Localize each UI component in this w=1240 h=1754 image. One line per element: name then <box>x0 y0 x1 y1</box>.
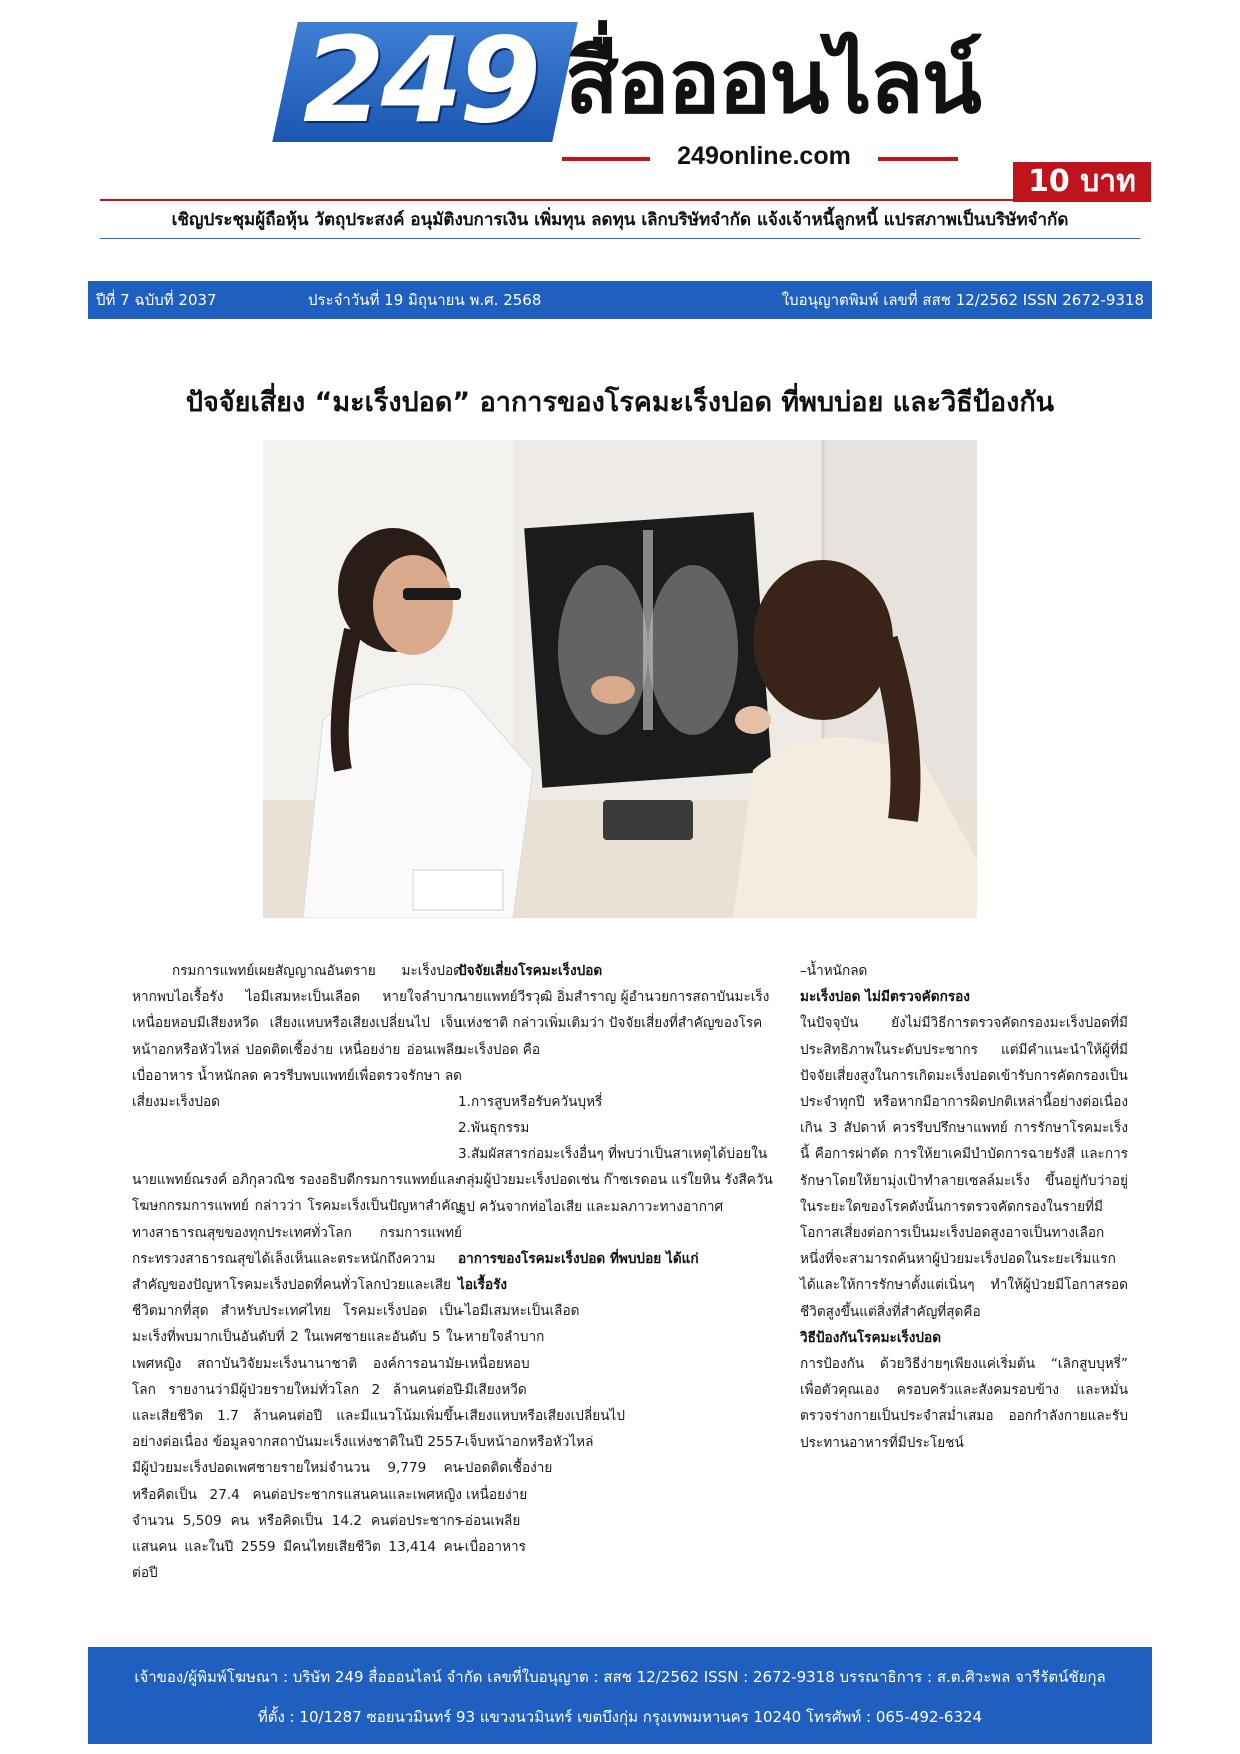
symptom-item: –น้ำหนักลด <box>800 963 868 979</box>
footer-bar <box>88 1647 1152 1744</box>
risk-item: 3.สัมผัสสารก่อมะเร็งอื่นๆ ที่พบว่าเป็นสาเหตุได้บ่อยในกลุ่มผู้ป่วยมะเร็งปอดเช่น ก๊าซเรดอน แร่ใยหิน รังสีควันธูป ควันจากท่อไอเสีย และมลภาวะทางอากาศ <box>458 1146 773 1215</box>
risk-item: 1.การสูบหรือรับควันบุหรี่ <box>458 1093 603 1110</box>
article-paragraph: การป้องกัน ด้วยวิธีง่ายๆเพียงแค่เริ่มต้น “เลิกสูบบุหรี่” เพื่อตัวคุณเอง ครอบครัวและสังคมรอบข้าง และหมั่นตรวจร่างกายเป็นประจำสม่ำเสมอ ออกกำลังกายและรับประทานอาหารที่มีประโยชน์ <box>800 1356 1128 1451</box>
symptom-item: –เบื่ออาหาร <box>458 1539 526 1556</box>
logo-underline-right <box>878 157 958 161</box>
doctor-xray-image <box>263 440 977 918</box>
risk-item: 2.พันธุกรรม <box>458 1120 530 1137</box>
symptom-item: –อ่อนเพลีย <box>458 1512 521 1529</box>
footer-owner-line: เจ้าของ/ผู้พิมพ์โฆษณา : บริษัท 249 สื่อออนไลน์ จำกัด เลขที่ใบอนุญาต : สสช 12/2562 ISSN : 2672-9318 บรรณาธิการ : ส.ต.ศิวะพล จารีรัตน์ชัยกุล <box>134 1668 1106 1686</box>
license-info: ใบอนุญาตพิมพ์ เลขที่ สสช 12/2562 ISSN 2672-9318 <box>781 291 1144 309</box>
divider <box>100 199 1140 201</box>
article-headline: ปัจจัยเสี่ยง “มะเร็งปอด” อาการของโรคมะเร็งปอด ที่พบบ่อย และวิธีป้องกัน <box>185 387 1055 418</box>
topics-line: เชิญประชุมผู้ถือหุ้น วัตถุประสงค์ อนุมัติงบการเงิน เพิ่มทุน ลดทุน เลิกบริษัทจำกัด แจ้งเจ้าหนี้ลูกหนี้ แปรสภาพเป็นบริษัทจำกัด <box>171 210 1069 230</box>
logo-url: 249online.com <box>677 142 851 170</box>
logo-number: 249 <box>302 11 538 149</box>
divider <box>100 238 1140 239</box>
symptom-item: –มีเสียงหวีด <box>458 1381 527 1398</box>
issue-bar <box>88 281 1152 319</box>
section-heading: ปัจจัยเสี่ยงโรคมะเร็งปอด <box>458 963 603 979</box>
footer-address-line: ที่ตั้ง : 10/1287 ซอยนวมินทร์ 93 แขวงนวมินทร์ เขตบึงกุ่ม กรุงเทพมหานคร 10240 โทรศัพท์ : 065-492-6324 <box>257 1708 983 1726</box>
issue-date: ประจำวันที่ 19 มิถุนายน พ.ศ. 2568 <box>308 291 542 309</box>
symptom-item: –หายใจลำบาก <box>458 1329 545 1346</box>
logo-thai-text: สื่อออนไลน์ <box>565 30 980 133</box>
section-heading: อาการของโรคมะเร็งปอด ที่พบบ่อย ได้แก่ <box>458 1250 699 1267</box>
symptom-item: –ไอมีเสมหะเป็นเลือด <box>458 1303 580 1320</box>
issue-number: ปีที่ 7 ฉบับที่ 2037 <box>96 291 217 309</box>
article-column-1 <box>132 958 462 1586</box>
price-badge: 10 บาท <box>1013 162 1151 202</box>
article-column-2 <box>458 958 785 1560</box>
article-paragraph: กรมการแพทย์เผยสัญญาณอันตราย มะเร็งปอด หากพบไอเรื้อรัง ไอมีเสมหะเป็นเลือด หายใจลำบาก เหนื่อยหอบมีเสียงหวีด เสียงแหบหรือเสียงเปลี่ยนไป เจ็บหน้าอกหรือหัวไหล่ ปอดติดเชื้อง่าย เหนื่อยง่าย อ่อนเพลีย เบื่ออาหาร น้ำหนักลด ควรรีบพบแพทย์เพื่อตรวจรักษา ลดเสี่ยงมะเร็งปอด <box>132 963 462 1111</box>
logo-underline-left <box>562 157 650 161</box>
symptom-item: –เสียงแหบหรือเสียงเปลี่ยนไป <box>458 1408 625 1425</box>
symptom-item: เหนื่อยง่าย <box>466 1486 528 1503</box>
article-paragraph: นายแพทย์วีรวุฒิ อิ่มสำราญ ผู้อำนวยการสถาบันมะเร็งแห่งชาติ กล่าวเพิ่มเติมว่า ปัจจัยเสี่ยงที่สำคัญของโรคมะเร็งปอด คือ <box>458 989 770 1058</box>
section-heading: มะเร็งปอด ไม่มีตรวจคัดกรอง <box>800 989 970 1006</box>
article-paragraph: นายแพทย์ณรงค์ อภิกุลวณิช รองอธิบดีกรมการแพทย์และโฆษกกรมการแพทย์ กล่าวว่า โรคมะเร็งเป็นปัญหาสำคัญ ทางสาธารณสุขของทุกประเทศทั่วโลก กรมการแพทย์ กระทรวงสาธารณสุขได้เล็งเห็นและตระหนักถึงความสำคัญของปัญหาโรคมะเร็งปอดที่คนทั่วโลกป่วยและเสียชีวิตมากที่สุด สำหรับประเทศไทย โรคมะเร็งปอด เป็นมะเร็งที่พบมากเป็นอันดับที่ 2 ในเพศชายและอันดับ 5 ในเพศหญิง สถาบันวิจัยมะเร็งนานาชาติ องค์การอนามัยโลก รายงานว่ามีผู้ป่วยรายใหม่ทั่วโลก 2 ล้านคนต่อปี และเสียชีวิต 1.7 ล้านคนต่อปี และมีแนวโน้มเพิ่มขึ้นอย่างต่อเนื่อง ข้อมูลจากสถาบันมะเร็งแห่งชาติในปี 2557 มีผู้ป่วยมะเร็งปอดเพศชายรายใหม่จำนวน 9,779 คน หรือคิดเป็น 27.4 คนต่อประชากรแสนคนและเพศหญิงจำนวน 5,509 คน หรือคิดเป็น 14.2 คนต่อประชากรแสนคน และในปี 2559 มีคนไทยเสียชีวิต 13,414 คนต่อปี <box>132 1172 462 1582</box>
article-photo <box>263 440 977 918</box>
article-column-3 <box>800 958 1128 1456</box>
symptom-item: –เจ็บหน้าอกหรือหัวไหล่ <box>458 1434 594 1451</box>
symptom-item: –ปอดติดเชื้อง่าย <box>458 1460 553 1477</box>
article-paragraph: ในปัจจุบัน ยังไม่มีวิธีการตรวจคัดกรองมะเร็งปอดที่มีประสิทธิภาพในระดับประชากร แต่มีคำแนะนำให้ผู้ที่มีปัจจัยเสี่ยงสูงในการเกิดมะเร็งปอดเข้ารับการคัดกรองเป็นประจำทุกปี หรือหากมีอาการผิดปกติเหล่านี้อย่างต่อเนื่องเกิน 3 สัปดาห์ ควรรีบปรึกษาแพทย์ การรักษาโรคมะเร็งนี้ คือการผ่าตัด การให้ยาเคมีบำบัดการฉายรังสี และการรักษาโดยให้ยามุ่งเป้าทำลายเซลล์มะเร็ง ขึ้นอยู่กับว่าอยู่ในระยะใดของโรคดังนั้นการตรวจคัดกรองในรายที่มีโอกาสเสี่ยงต่อการเป็นมะเร็งปอดสูงอาจเป็นทางเลือกหนึ่งที่จะสามารถค้นหาผู้ป่วยมะเร็งปอดในระยะเริ่มแรกได้และให้การรักษาตั้งแต่เนิ่นๆ ทำให้ผู้ป่วยมีโอกาสรอดชีวิตสูงขึ้นแต่สิ่งที่สำคัญที่สุดคือ <box>800 1015 1128 1320</box>
symptom-item: ไอเรื้อรัง <box>458 1277 508 1294</box>
symptom-item: –เหนื่อยหอบ <box>458 1355 530 1372</box>
section-heading: วิธีป้องกันโรคมะเร็งปอด <box>800 1329 942 1346</box>
